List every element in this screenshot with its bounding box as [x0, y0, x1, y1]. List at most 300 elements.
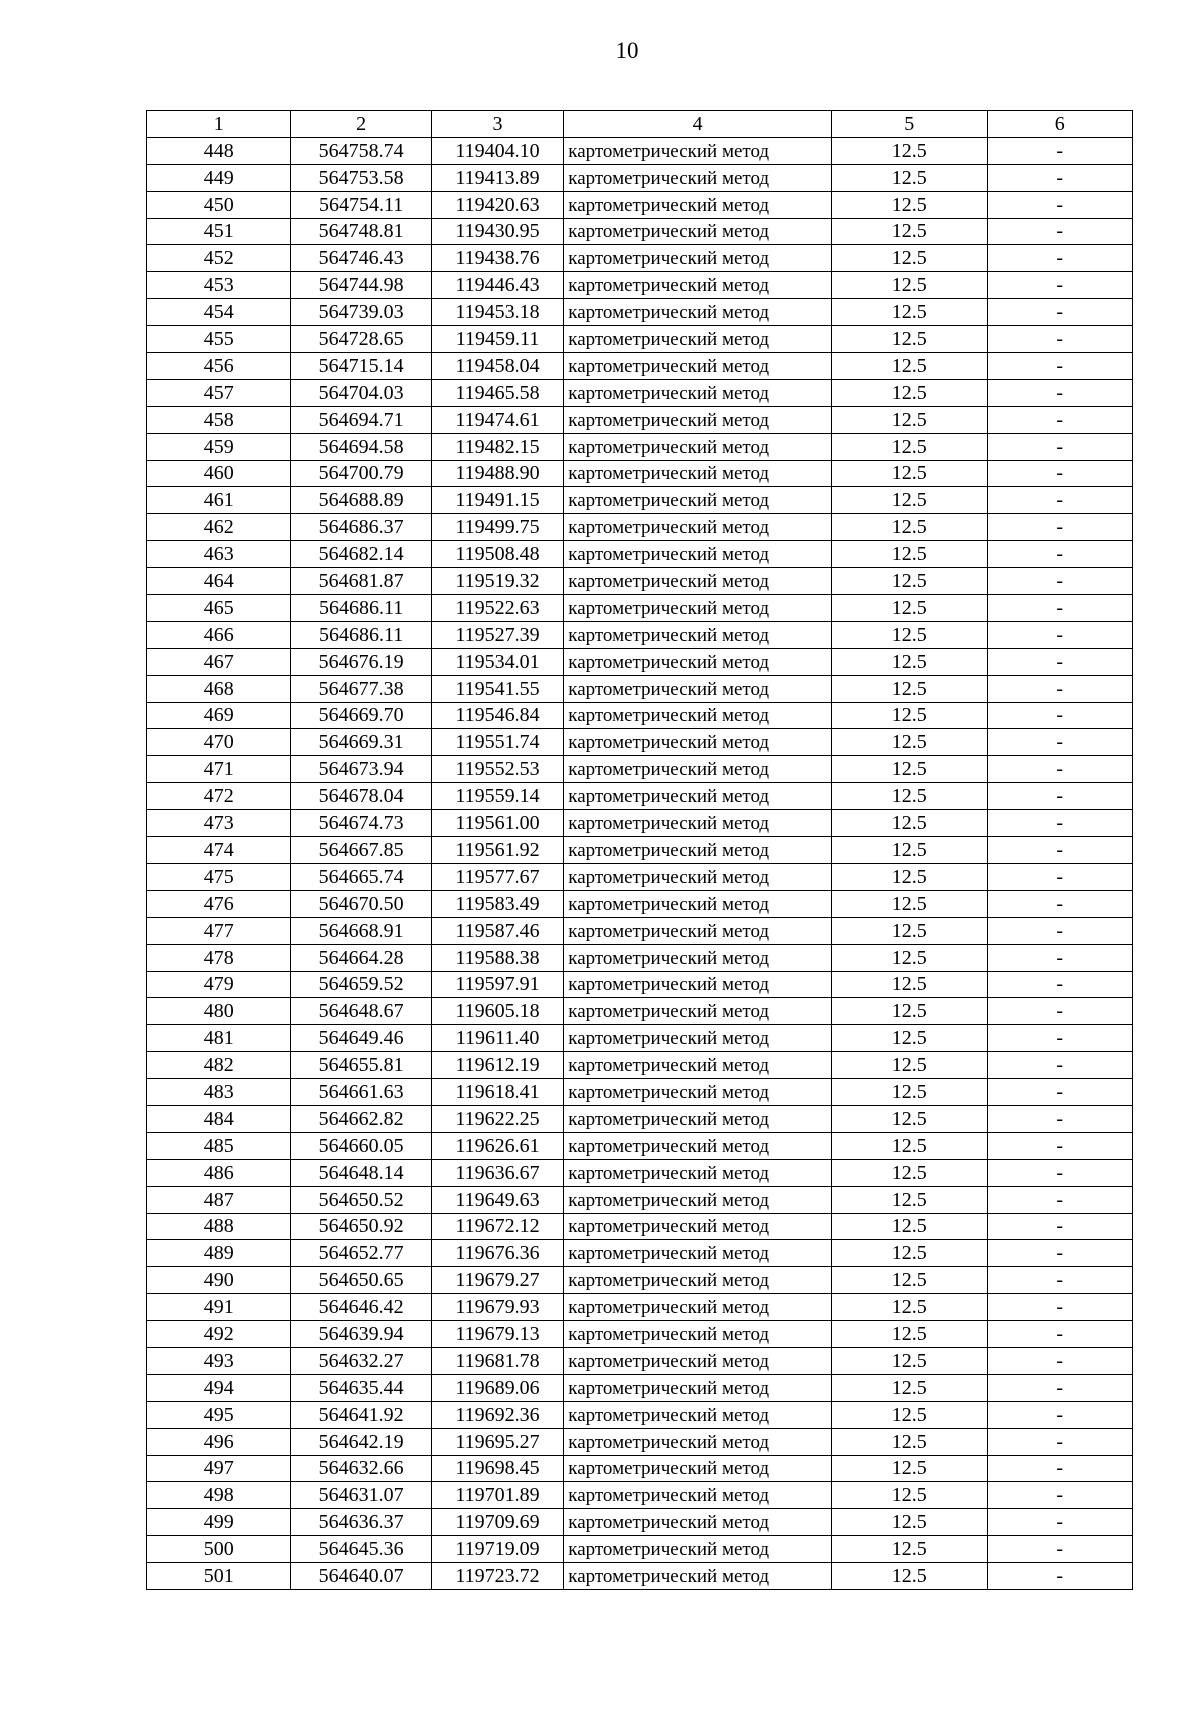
y-coordinate-cell: 119695.27: [431, 1428, 563, 1455]
x-coordinate-cell: 564639.94: [291, 1321, 431, 1348]
point-number-cell: 486: [147, 1159, 291, 1186]
description-cell: -: [987, 1536, 1132, 1563]
y-coordinate-cell: 119508.48: [431, 541, 563, 568]
accuracy-cell: 12.5: [832, 1213, 987, 1240]
x-coordinate-cell: 564715.14: [291, 353, 431, 380]
y-coordinate-cell: 119587.46: [431, 917, 563, 944]
y-coordinate-cell: 119559.14: [431, 783, 563, 810]
accuracy-cell: 12.5: [832, 1240, 987, 1267]
table-row: [147, 1025, 1133, 1052]
accuracy-cell: 12.5: [832, 406, 987, 433]
method-cell: картометрический метод: [564, 1105, 832, 1132]
method-cell: картометрический метод: [564, 1186, 832, 1213]
accuracy-cell: 12.5: [832, 756, 987, 783]
header-cell: 2: [291, 111, 431, 138]
description-cell: -: [987, 1294, 1132, 1321]
x-coordinate-cell: 564728.65: [291, 326, 431, 353]
x-coordinate-cell: 564655.81: [291, 1052, 431, 1079]
point-number-cell: 462: [147, 514, 291, 541]
y-coordinate-cell: 119465.58: [431, 379, 563, 406]
point-number-cell: 489: [147, 1240, 291, 1267]
method-cell: картометрический метод: [564, 1563, 832, 1590]
header-cell: 5: [832, 111, 987, 138]
x-coordinate-cell: 564632.66: [291, 1455, 431, 1482]
point-number-cell: 450: [147, 191, 291, 218]
table-row: [147, 863, 1133, 890]
table-row: [147, 998, 1133, 1025]
method-cell: картометрический метод: [564, 1347, 832, 1374]
accuracy-cell: 12.5: [832, 460, 987, 487]
x-coordinate-cell: 564650.52: [291, 1186, 431, 1213]
point-number-cell: 472: [147, 783, 291, 810]
accuracy-cell: 12.5: [832, 1321, 987, 1348]
table-row: [147, 1374, 1133, 1401]
x-coordinate-cell: 564758.74: [291, 137, 431, 164]
method-cell: картометрический метод: [564, 729, 832, 756]
point-number-cell: 459: [147, 433, 291, 460]
accuracy-cell: 12.5: [832, 1509, 987, 1536]
y-coordinate-cell: 119723.72: [431, 1563, 563, 1590]
y-coordinate-cell: 119499.75: [431, 514, 563, 541]
accuracy-cell: 12.5: [832, 783, 987, 810]
point-number-cell: 460: [147, 460, 291, 487]
description-cell: -: [987, 1428, 1132, 1455]
table-row: [147, 837, 1133, 864]
y-coordinate-cell: 119611.40: [431, 1025, 563, 1052]
description-cell: -: [987, 621, 1132, 648]
description-cell: -: [987, 1509, 1132, 1536]
x-coordinate-cell: 564739.03: [291, 299, 431, 326]
accuracy-cell: 12.5: [832, 218, 987, 245]
point-number-cell: 501: [147, 1563, 291, 1590]
accuracy-cell: 12.5: [832, 541, 987, 568]
method-cell: картометрический метод: [564, 406, 832, 433]
description-cell: -: [987, 1374, 1132, 1401]
description-cell: -: [987, 1186, 1132, 1213]
table-row: [147, 944, 1133, 971]
description-cell: -: [987, 863, 1132, 890]
method-cell: картометрический метод: [564, 1321, 832, 1348]
table-row: [147, 272, 1133, 299]
point-number-cell: 449: [147, 164, 291, 191]
x-coordinate-cell: 564704.03: [291, 379, 431, 406]
x-coordinate-cell: 564678.04: [291, 783, 431, 810]
method-cell: картометрический метод: [564, 837, 832, 864]
point-number-cell: 465: [147, 595, 291, 622]
accuracy-cell: 12.5: [832, 917, 987, 944]
point-number-cell: 487: [147, 1186, 291, 1213]
point-number-cell: 454: [147, 299, 291, 326]
x-coordinate-cell: 564660.05: [291, 1132, 431, 1159]
accuracy-cell: 12.5: [832, 299, 987, 326]
method-cell: картометрический метод: [564, 971, 832, 998]
x-coordinate-cell: 564652.77: [291, 1240, 431, 1267]
accuracy-cell: 12.5: [832, 998, 987, 1025]
coordinates-table: [146, 110, 1133, 1590]
point-number-cell: 476: [147, 890, 291, 917]
y-coordinate-cell: 119561.00: [431, 810, 563, 837]
accuracy-cell: 12.5: [832, 433, 987, 460]
x-coordinate-cell: 564650.65: [291, 1267, 431, 1294]
point-number-cell: 477: [147, 917, 291, 944]
point-number-cell: 493: [147, 1347, 291, 1374]
x-coordinate-cell: 564646.42: [291, 1294, 431, 1321]
method-cell: картометрический метод: [564, 863, 832, 890]
table-row: [147, 299, 1133, 326]
accuracy-cell: 12.5: [832, 729, 987, 756]
method-cell: картометрический метод: [564, 648, 832, 675]
accuracy-cell: 12.5: [832, 1025, 987, 1052]
header-cell: 3: [431, 111, 563, 138]
description-cell: -: [987, 1025, 1132, 1052]
x-coordinate-cell: 564686.11: [291, 595, 431, 622]
accuracy-cell: 12.5: [832, 1186, 987, 1213]
accuracy-cell: 12.5: [832, 1536, 987, 1563]
accuracy-cell: 12.5: [832, 648, 987, 675]
table-row: [147, 648, 1133, 675]
method-cell: картометрический метод: [564, 1159, 832, 1186]
method-cell: картометрический метод: [564, 1052, 832, 1079]
point-number-cell: 479: [147, 971, 291, 998]
description-cell: -: [987, 433, 1132, 460]
table-row: [147, 541, 1133, 568]
table-row: [147, 1294, 1133, 1321]
description-cell: -: [987, 675, 1132, 702]
x-coordinate-cell: 564648.67: [291, 998, 431, 1025]
point-number-cell: 470: [147, 729, 291, 756]
y-coordinate-cell: 119446.43: [431, 272, 563, 299]
y-coordinate-cell: 119698.45: [431, 1455, 563, 1482]
header-cell: 4: [564, 111, 832, 138]
x-coordinate-cell: 564674.73: [291, 810, 431, 837]
x-coordinate-cell: 564694.71: [291, 406, 431, 433]
method-cell: картометрический метод: [564, 1455, 832, 1482]
y-coordinate-cell: 119482.15: [431, 433, 563, 460]
method-cell: картометрический метод: [564, 514, 832, 541]
description-cell: -: [987, 245, 1132, 272]
table-header-row: [147, 111, 1133, 138]
table-row: [147, 1428, 1133, 1455]
table-row: [147, 379, 1133, 406]
description-cell: -: [987, 971, 1132, 998]
table-row: [147, 890, 1133, 917]
point-number-cell: 468: [147, 675, 291, 702]
method-cell: картометрический метод: [564, 164, 832, 191]
method-cell: картометрический метод: [564, 1428, 832, 1455]
y-coordinate-cell: 119438.76: [431, 245, 563, 272]
y-coordinate-cell: 119709.69: [431, 1509, 563, 1536]
method-cell: картометрический метод: [564, 353, 832, 380]
point-number-cell: 455: [147, 326, 291, 353]
point-number-cell: 458: [147, 406, 291, 433]
y-coordinate-cell: 119430.95: [431, 218, 563, 245]
description-cell: -: [987, 756, 1132, 783]
x-coordinate-cell: 564662.82: [291, 1105, 431, 1132]
method-cell: картометрический метод: [564, 1132, 832, 1159]
y-coordinate-cell: 119552.53: [431, 756, 563, 783]
x-coordinate-cell: 564635.44: [291, 1374, 431, 1401]
description-cell: -: [987, 1455, 1132, 1482]
point-number-cell: 461: [147, 487, 291, 514]
accuracy-cell: 12.5: [832, 1401, 987, 1428]
table-row: [147, 1186, 1133, 1213]
method-cell: картометрический метод: [564, 1509, 832, 1536]
table-row: [147, 1159, 1133, 1186]
method-cell: картометрический метод: [564, 218, 832, 245]
method-cell: картометрический метод: [564, 487, 832, 514]
header-cell: 6: [987, 111, 1132, 138]
y-coordinate-cell: 119672.12: [431, 1213, 563, 1240]
table-row: [147, 675, 1133, 702]
accuracy-cell: 12.5: [832, 944, 987, 971]
x-coordinate-cell: 564649.46: [291, 1025, 431, 1052]
y-coordinate-cell: 119551.74: [431, 729, 563, 756]
table-row: [147, 783, 1133, 810]
accuracy-cell: 12.5: [832, 890, 987, 917]
x-coordinate-cell: 564744.98: [291, 272, 431, 299]
method-cell: картометрический метод: [564, 433, 832, 460]
description-cell: -: [987, 1321, 1132, 1348]
description-cell: -: [987, 917, 1132, 944]
description-cell: -: [987, 137, 1132, 164]
accuracy-cell: 12.5: [832, 1159, 987, 1186]
description-cell: -: [987, 595, 1132, 622]
accuracy-cell: 12.5: [832, 837, 987, 864]
description-cell: -: [987, 1240, 1132, 1267]
y-coordinate-cell: 119541.55: [431, 675, 563, 702]
table-row: [147, 460, 1133, 487]
accuracy-cell: 12.5: [832, 675, 987, 702]
table-row: [147, 1509, 1133, 1536]
table-row: [147, 1132, 1133, 1159]
description-cell: -: [987, 1213, 1132, 1240]
accuracy-cell: 12.5: [832, 595, 987, 622]
accuracy-cell: 12.5: [832, 1132, 987, 1159]
description-cell: -: [987, 164, 1132, 191]
y-coordinate-cell: 119527.39: [431, 621, 563, 648]
method-cell: картометрический метод: [564, 917, 832, 944]
y-coordinate-cell: 119679.27: [431, 1267, 563, 1294]
table-row: [147, 245, 1133, 272]
y-coordinate-cell: 119459.11: [431, 326, 563, 353]
header-cell: 1: [147, 111, 291, 138]
description-cell: -: [987, 1267, 1132, 1294]
x-coordinate-cell: 564661.63: [291, 1079, 431, 1106]
point-number-cell: 478: [147, 944, 291, 971]
accuracy-cell: 12.5: [832, 379, 987, 406]
method-cell: картометрический метод: [564, 783, 832, 810]
x-coordinate-cell: 564694.58: [291, 433, 431, 460]
y-coordinate-cell: 119605.18: [431, 998, 563, 1025]
x-coordinate-cell: 564659.52: [291, 971, 431, 998]
method-cell: картометрический метод: [564, 1374, 832, 1401]
table-row: [147, 191, 1133, 218]
table-row: [147, 971, 1133, 998]
accuracy-cell: 12.5: [832, 1105, 987, 1132]
method-cell: картометрический метод: [564, 1401, 832, 1428]
point-number-cell: 500: [147, 1536, 291, 1563]
point-number-cell: 498: [147, 1482, 291, 1509]
point-number-cell: 488: [147, 1213, 291, 1240]
table-row: [147, 1536, 1133, 1563]
method-cell: картометрический метод: [564, 379, 832, 406]
table-row: [147, 702, 1133, 729]
method-cell: картометрический метод: [564, 944, 832, 971]
accuracy-cell: 12.5: [832, 1294, 987, 1321]
accuracy-cell: 12.5: [832, 191, 987, 218]
description-cell: -: [987, 272, 1132, 299]
description-cell: -: [987, 514, 1132, 541]
table-row: [147, 756, 1133, 783]
x-coordinate-cell: 564667.85: [291, 837, 431, 864]
x-coordinate-cell: 564665.74: [291, 863, 431, 890]
description-cell: -: [987, 379, 1132, 406]
description-cell: -: [987, 326, 1132, 353]
point-number-cell: 475: [147, 863, 291, 890]
y-coordinate-cell: 119649.63: [431, 1186, 563, 1213]
description-cell: -: [987, 1401, 1132, 1428]
accuracy-cell: 12.5: [832, 353, 987, 380]
description-cell: -: [987, 218, 1132, 245]
y-coordinate-cell: 119701.89: [431, 1482, 563, 1509]
description-cell: -: [987, 1482, 1132, 1509]
method-cell: картометрический метод: [564, 810, 832, 837]
x-coordinate-cell: 564688.89: [291, 487, 431, 514]
y-coordinate-cell: 119679.93: [431, 1294, 563, 1321]
y-coordinate-cell: 119453.18: [431, 299, 563, 326]
y-coordinate-cell: 119626.61: [431, 1132, 563, 1159]
x-coordinate-cell: 564631.07: [291, 1482, 431, 1509]
page-number: 10: [615, 38, 639, 63]
description-cell: -: [987, 783, 1132, 810]
accuracy-cell: 12.5: [832, 1563, 987, 1590]
table-row: [147, 514, 1133, 541]
method-cell: картометрический метод: [564, 1536, 832, 1563]
accuracy-cell: 12.5: [832, 1079, 987, 1106]
x-coordinate-cell: 564681.87: [291, 568, 431, 595]
accuracy-cell: 12.5: [832, 164, 987, 191]
method-cell: картометрический метод: [564, 1213, 832, 1240]
y-coordinate-cell: 119597.91: [431, 971, 563, 998]
y-coordinate-cell: 119618.41: [431, 1079, 563, 1106]
method-cell: картометрический метод: [564, 702, 832, 729]
description-cell: -: [987, 1347, 1132, 1374]
method-cell: картометрический метод: [564, 1267, 832, 1294]
x-coordinate-cell: 564746.43: [291, 245, 431, 272]
accuracy-cell: 12.5: [832, 514, 987, 541]
method-cell: картометрический метод: [564, 621, 832, 648]
accuracy-cell: 12.5: [832, 1347, 987, 1374]
method-cell: картометрический метод: [564, 137, 832, 164]
description-cell: -: [987, 353, 1132, 380]
method-cell: картометрический метод: [564, 756, 832, 783]
method-cell: картометрический метод: [564, 1482, 832, 1509]
y-coordinate-cell: 119413.89: [431, 164, 563, 191]
x-coordinate-cell: 564664.28: [291, 944, 431, 971]
y-coordinate-cell: 119491.15: [431, 487, 563, 514]
x-coordinate-cell: 564753.58: [291, 164, 431, 191]
description-cell: -: [987, 568, 1132, 595]
table-row: [147, 621, 1133, 648]
point-number-cell: 473: [147, 810, 291, 837]
method-cell: картометрический метод: [564, 299, 832, 326]
x-coordinate-cell: 564754.11: [291, 191, 431, 218]
table-row: [147, 1563, 1133, 1590]
description-cell: -: [987, 837, 1132, 864]
table-row: [147, 1455, 1133, 1482]
y-coordinate-cell: 119488.90: [431, 460, 563, 487]
point-number-cell: 491: [147, 1294, 291, 1321]
table-row: [147, 568, 1133, 595]
table-row: [147, 917, 1133, 944]
description-cell: -: [987, 890, 1132, 917]
accuracy-cell: 12.5: [832, 1374, 987, 1401]
x-coordinate-cell: 564748.81: [291, 218, 431, 245]
point-number-cell: 451: [147, 218, 291, 245]
accuracy-cell: 12.5: [832, 702, 987, 729]
method-cell: картометрический метод: [564, 1294, 832, 1321]
description-cell: -: [987, 487, 1132, 514]
x-coordinate-cell: 564676.19: [291, 648, 431, 675]
method-cell: картометрический метод: [564, 1079, 832, 1106]
table-row: [147, 1105, 1133, 1132]
method-cell: картометрический метод: [564, 272, 832, 299]
point-number-cell: 453: [147, 272, 291, 299]
accuracy-cell: 12.5: [832, 487, 987, 514]
x-coordinate-cell: 564686.37: [291, 514, 431, 541]
method-cell: картометрический метод: [564, 675, 832, 702]
method-cell: картометрический метод: [564, 1025, 832, 1052]
point-number-cell: 483: [147, 1079, 291, 1106]
description-cell: -: [987, 299, 1132, 326]
description-cell: -: [987, 998, 1132, 1025]
y-coordinate-cell: 119622.25: [431, 1105, 563, 1132]
point-number-cell: 466: [147, 621, 291, 648]
table-row: [147, 1267, 1133, 1294]
table-row: [147, 595, 1133, 622]
y-coordinate-cell: 119522.63: [431, 595, 563, 622]
method-cell: картометрический метод: [564, 245, 832, 272]
table-row: [147, 1401, 1133, 1428]
accuracy-cell: 12.5: [832, 137, 987, 164]
y-coordinate-cell: 119420.63: [431, 191, 563, 218]
description-cell: -: [987, 1052, 1132, 1079]
description-cell: -: [987, 810, 1132, 837]
table-row: [147, 326, 1133, 353]
table-row: [147, 729, 1133, 756]
point-number-cell: 448: [147, 137, 291, 164]
accuracy-cell: 12.5: [832, 810, 987, 837]
x-coordinate-cell: 564640.07: [291, 1563, 431, 1590]
table-row: [147, 1240, 1133, 1267]
x-coordinate-cell: 564641.92: [291, 1401, 431, 1428]
table-row: [147, 1347, 1133, 1374]
x-coordinate-cell: 564636.37: [291, 1509, 431, 1536]
y-coordinate-cell: 119689.06: [431, 1374, 563, 1401]
description-cell: -: [987, 944, 1132, 971]
method-cell: картометрический метод: [564, 998, 832, 1025]
description-cell: -: [987, 1159, 1132, 1186]
table-row: [147, 1213, 1133, 1240]
point-number-cell: 456: [147, 353, 291, 380]
table-row: [147, 137, 1133, 164]
method-cell: картометрический метод: [564, 595, 832, 622]
table-row: [147, 810, 1133, 837]
point-number-cell: 484: [147, 1105, 291, 1132]
description-cell: -: [987, 702, 1132, 729]
y-coordinate-cell: 119719.09: [431, 1536, 563, 1563]
table-row: [147, 1482, 1133, 1509]
